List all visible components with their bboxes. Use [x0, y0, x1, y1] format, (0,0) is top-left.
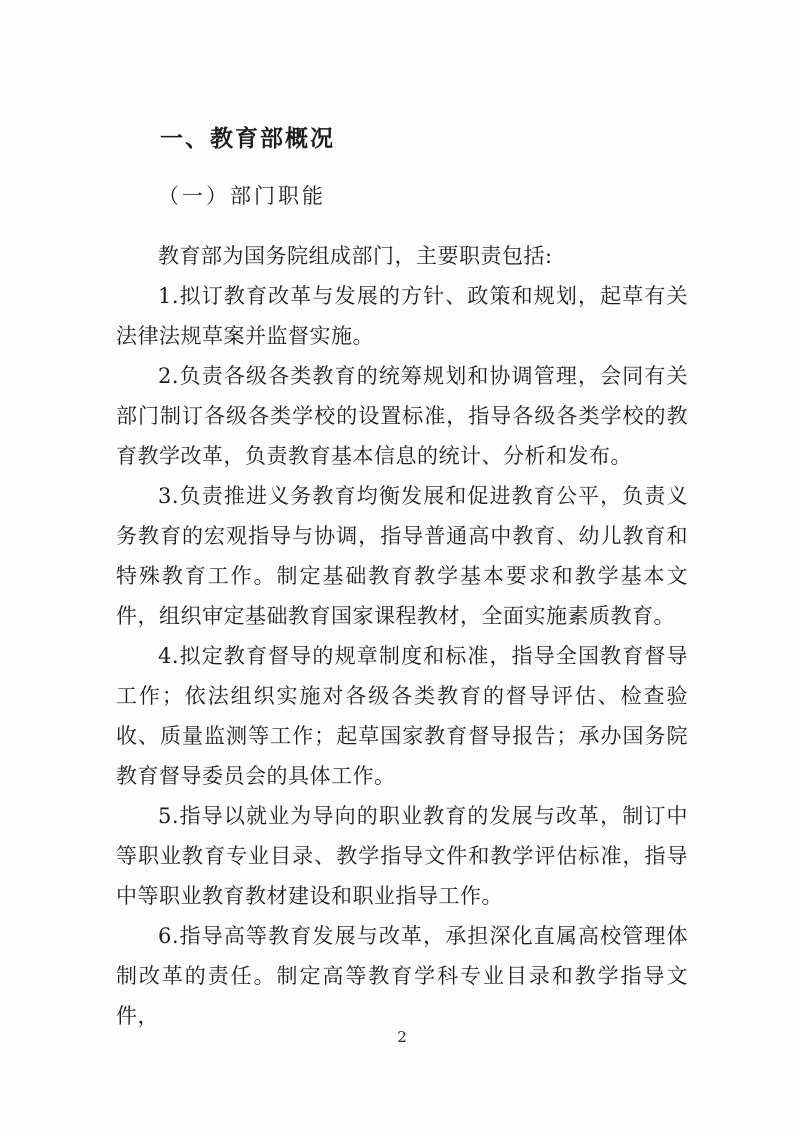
- page-number: 2: [397, 1028, 407, 1046]
- body-text: [116, 236, 688, 1036]
- paragraph-duty-4: 4.拟定教育督导的规章制度和标准，指导全国教育督导工作；依法组织实施对各级各类教育的督导评估、检查验收、质量监测等工作；起草国家教育督导报告；承办国务院教育督导委员会的具体工作。: [116, 644, 688, 788]
- paragraph-duty-6: 6.指导高等教育发展与改革，承担深化直属高校管理体制改革的责任。制定高等教育学科专业目录和教学指导文件，: [116, 924, 688, 1028]
- text-block: [116, 0, 688, 1036]
- subsection-title: （一）部门职能: [158, 184, 326, 208]
- paragraph-duty-2: 2.负责各级各类教育的统筹规划和协调管理，会同有关部门制订各级各类学校的设置标准，指导各级各类学校的教育教学改革，负责教育基本信息的统计、分析和发布。: [116, 364, 688, 468]
- paragraph-duty-3: 3.负责推进义务教育均衡发展和促进教育公平，负责义务教育的宏观指导与协调，指导普通高中教育、幼儿教育和特殊教育工作。制定基础教育教学基本要求和教学基本文件，组织审定基础教育国家课程教材，全面实施素质教育。: [116, 484, 688, 628]
- paragraph-intro: 教育部为国务院组成部门，主要职责包括:: [158, 244, 553, 268]
- paragraph-duty-5: 5.指导以就业为导向的职业教育的发展与改革，制订中等职业教育专业目录、教学指导文件和教学评估标准，指导中等职业教育教材建设和职业指导工作。: [116, 804, 688, 908]
- section-title: 一、教育部概况: [160, 126, 335, 152]
- paragraph-duty-1: 1.拟订教育改革与发展的方针、政策和规划，起草有关法律法规草案并监督实施。: [116, 284, 688, 348]
